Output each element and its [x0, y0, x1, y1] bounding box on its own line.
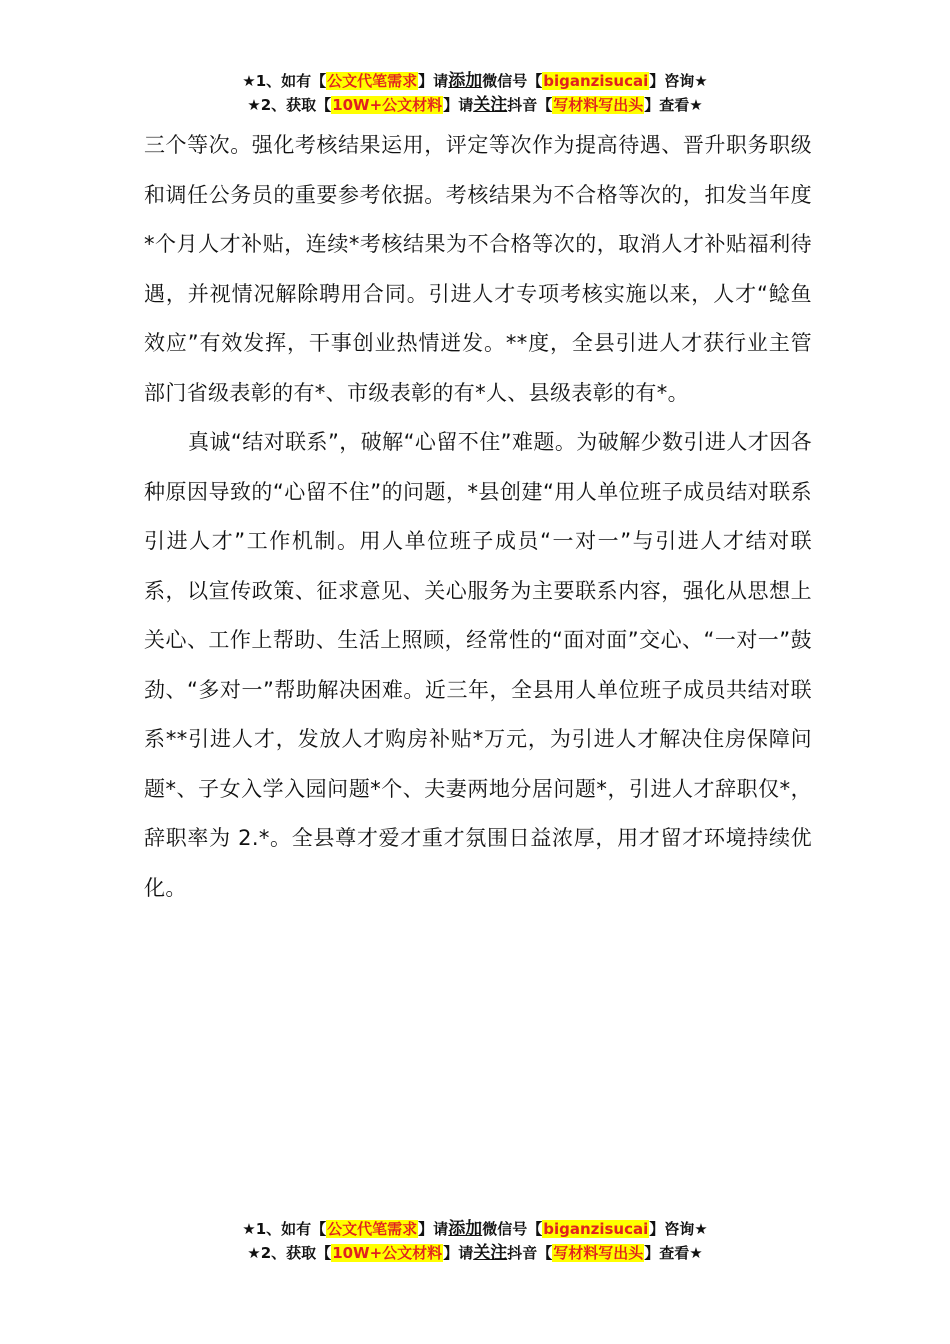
banner-text: 抖音【: [507, 1244, 553, 1262]
highlight-materials: 10W+公文材料: [332, 1244, 443, 1262]
banner-text: 】咨询★: [649, 1220, 708, 1238]
highlight-douyin: 写材料写出头: [553, 96, 644, 114]
document-body: [144, 121, 812, 913]
banner-text: 微信号【: [482, 72, 543, 90]
header-banner: [0, 69, 950, 117]
banner-line-1: [0, 69, 950, 93]
banner-emphasis: 添加: [448, 71, 483, 91]
banner-line-2: [0, 93, 950, 117]
highlight-service: 公文代笔需求: [327, 1220, 418, 1238]
banner-text: ★2、获取【: [247, 1244, 332, 1262]
highlight-service: 公文代笔需求: [327, 72, 418, 90]
banner-emphasis: 添加: [448, 1219, 483, 1239]
paragraph-2: 真诚“结对联系”，破解“心留不住”难题。为破解少数引进人才因各种原因导致的“心留不住”的问题，*县创建“用人单位班子成员结对联系引进人才”工作机制。用人单位班子成员“一对一”与引进人才结对联系，以宣传政策、征求意见、关心服务为主要联系内容，强化从思想上关心、工作上帮助、生活上照顾，经常性的“面对面”交心、“一对一”鼓劲、“多对一”帮助解决困难。近三年，全县用人单位班子成员共结对联系**引进人才，发放人才购房补贴*万元，为引进人才解决住房保障问题*、子女入学入园问题*个、夫妻两地分居问题*，引进人才辞职仅*，辞职率为 2.*。全县尊才爱才重才氛围日益浓厚，用才留才环境持续优化。: [144, 430, 812, 900]
banner-text: 】请: [418, 72, 449, 90]
banner-text: 微信号【: [482, 1220, 543, 1238]
highlight-materials: 10W+公文材料: [332, 96, 443, 114]
banner-text: ★1、如有【: [242, 1220, 327, 1238]
banner-text: ★2、获取【: [247, 96, 332, 114]
banner-text: ★1、如有【: [242, 72, 327, 90]
banner-emphasis: 关注: [473, 95, 508, 115]
highlight-douyin: 写材料写出头: [553, 1244, 644, 1262]
highlight-wechat-id: biganzisucai: [543, 72, 649, 90]
banner-text: 】查看★: [644, 1244, 703, 1262]
highlight-wechat-id: biganzisucai: [543, 1220, 649, 1238]
banner-text: 】查看★: [644, 96, 703, 114]
banner-line-1: [0, 1217, 950, 1241]
banner-text: 】咨询★: [649, 72, 708, 90]
banner-text: 】请: [443, 1244, 474, 1262]
footer-banner: [0, 1217, 950, 1265]
banner-text: 抖音【: [507, 96, 553, 114]
banner-emphasis: 关注: [473, 1243, 508, 1263]
banner-text: 】请: [443, 96, 474, 114]
banner-line-2: [0, 1241, 950, 1265]
banner-text: 】请: [418, 1220, 449, 1238]
paragraph-1: 三个等次。强化考核结果运用，评定等次作为提高待遇、晋升职务职级和调任公务员的重要参考依据。考核结果为不合格等次的，扣发当年度*个月人才补贴，连续*考核结果为不合格等次的，取消人才补贴福利待遇，并视情况解除聘用合同。引进人才专项考核实施以来，人才“鲶鱼效应”有效发挥，干事创业热情迸发。**度，全县引进人才获行业主管部门省级表彰的有*、市级表彰的有*人、县级表彰的有*。: [144, 133, 812, 405]
